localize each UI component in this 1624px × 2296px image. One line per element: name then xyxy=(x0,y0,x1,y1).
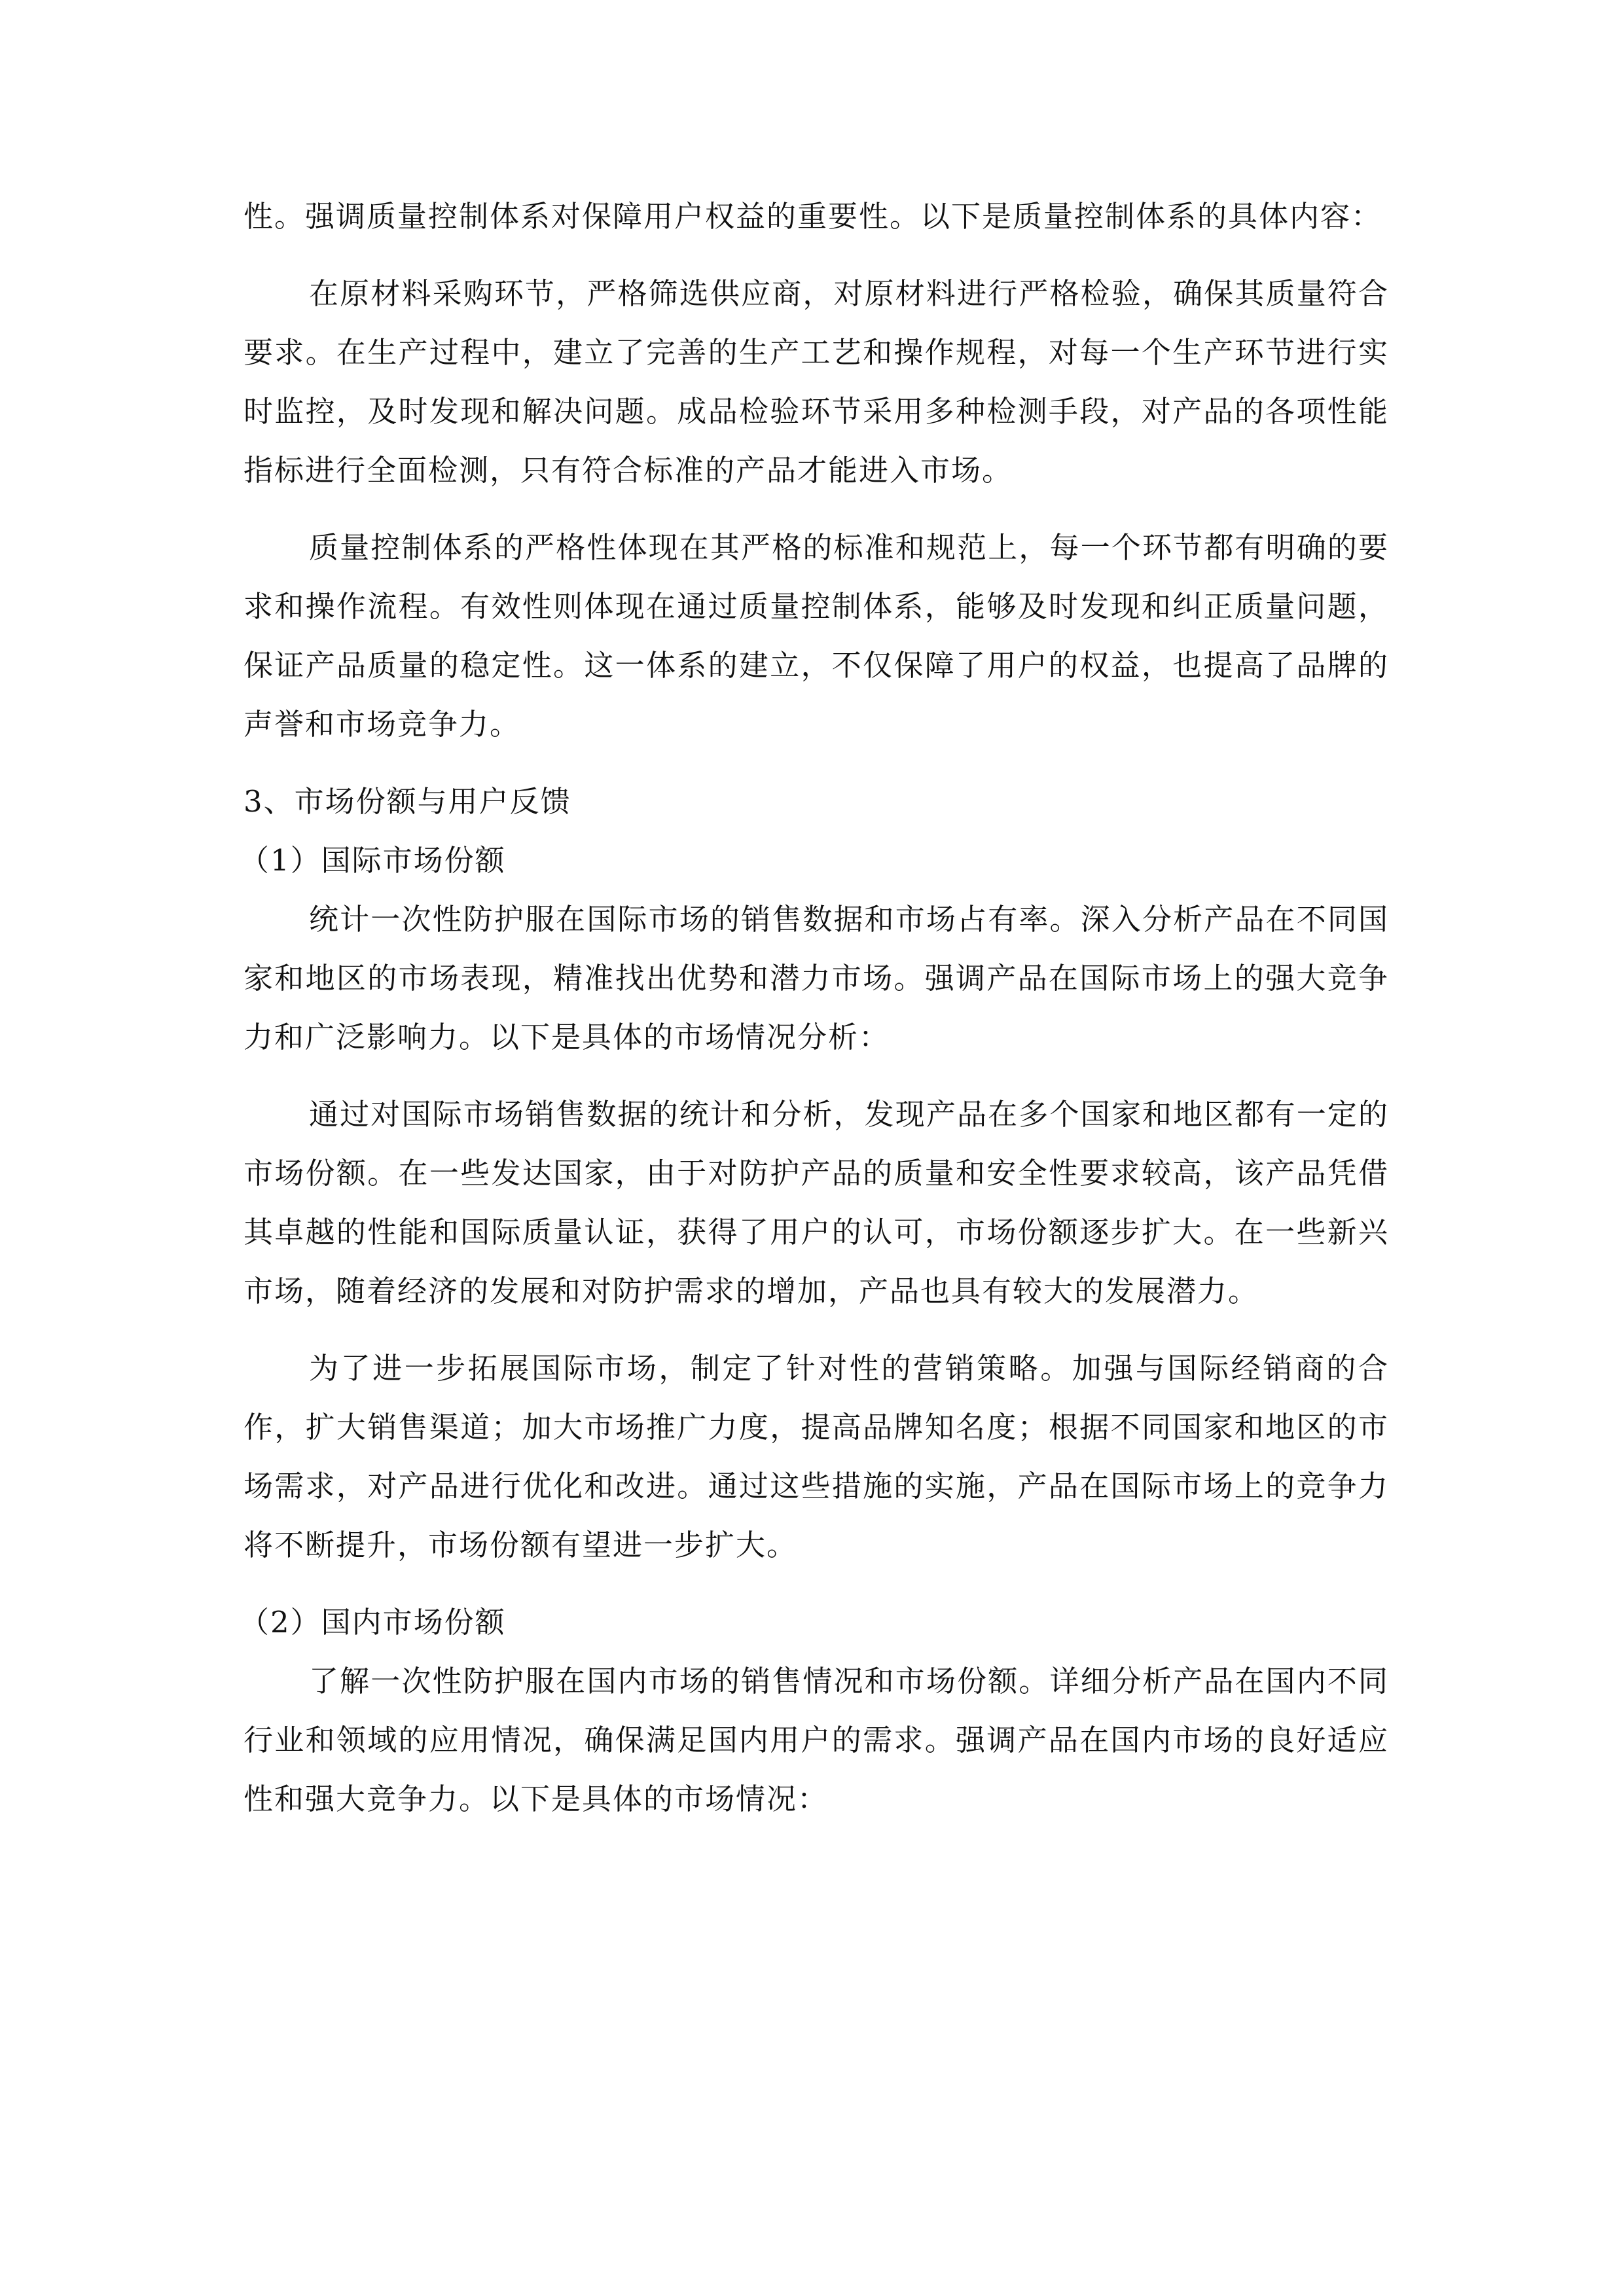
document-body xyxy=(240,187,1389,1847)
paragraph-raw-material-inspection: 在原材料采购环节，严格筛选供应商，对原材料进行严格检验，确保其质量符合要求。在生产过程中，建立了完善的生产工艺和操作规程，对每一个生产环节进行实时监控，及时发现和解决问题。成品检验环节采用多种检测手段，对产品的各项性能指标进行全面检测，只有符合标准的产品才能进入市场。 xyxy=(244,276,1389,488)
subsection-heading-domestic: （2）国内市场份额 xyxy=(240,1605,506,1640)
paragraph-domestic-overview: 了解一次性防护服在国内市场的销售情况和市场份额。详细分析产品在国内不同行业和领域的应用情况，确保满足国内用户的需求。强调产品在国内市场的良好适应性和强大竞争力。以下是具体的市场情况： xyxy=(244,1664,1389,1816)
paragraph-international-analysis: 通过对国际市场销售数据的统计和分析，发现产品在多个国家和地区都有一定的市场份额。在一些发达国家，由于对防护产品的质量和安全性要求较高，该产品凭借其卓越的性能和国际质量认证，获得了用户的认可，市场份额逐步扩大。在一些新兴市场，随着经济的发展和对防护需求的增加，产品也具有较大的发展潜力。 xyxy=(244,1097,1389,1308)
paragraph-international-strategy: 为了进一步拓展国际市场，制定了针对性的营销策略。加强与国际经销商的合作，扩大销售渠道；加大市场推广力度，提高品牌知名度；根据不同国家和地区的市场需求，对产品进行优化和改进。通过这些措施的实施，产品在国际市场上的竞争力将不断提升，市场份额有望进一步扩大。 xyxy=(244,1351,1389,1562)
paragraph-continuation: 性。强调质量控制体系对保障用户权益的重要性。以下是质量控制体系的具体内容： xyxy=(244,199,1382,234)
paragraph-international-overview: 统计一次性防护服在国际市场的销售数据和市场占有率。深入分析产品在不同国家和地区的市场表现，精准找出优势和潜力市场。强调产品在国际市场上的强大竞争力和广泛影响力。以下是具体的市场情况分析： xyxy=(244,902,1389,1054)
subsection-heading-international: （1）国际市场份额 xyxy=(240,843,506,878)
paragraph-quality-control-strictness: 质量控制体系的严格性体现在其严格的标准和规范上，每一个环节都有明确的要求和操作流程。有效性则体现在通过质量控制体系，能够及时发现和纠正质量问题，保证产品质量的稳定性。这一体系的建立，不仅保障了用户的权益，也提高了品牌的声誉和市场竞争力。 xyxy=(244,530,1389,742)
section-heading-market-share: 3、市场份额与用户反馈 xyxy=(244,784,571,819)
